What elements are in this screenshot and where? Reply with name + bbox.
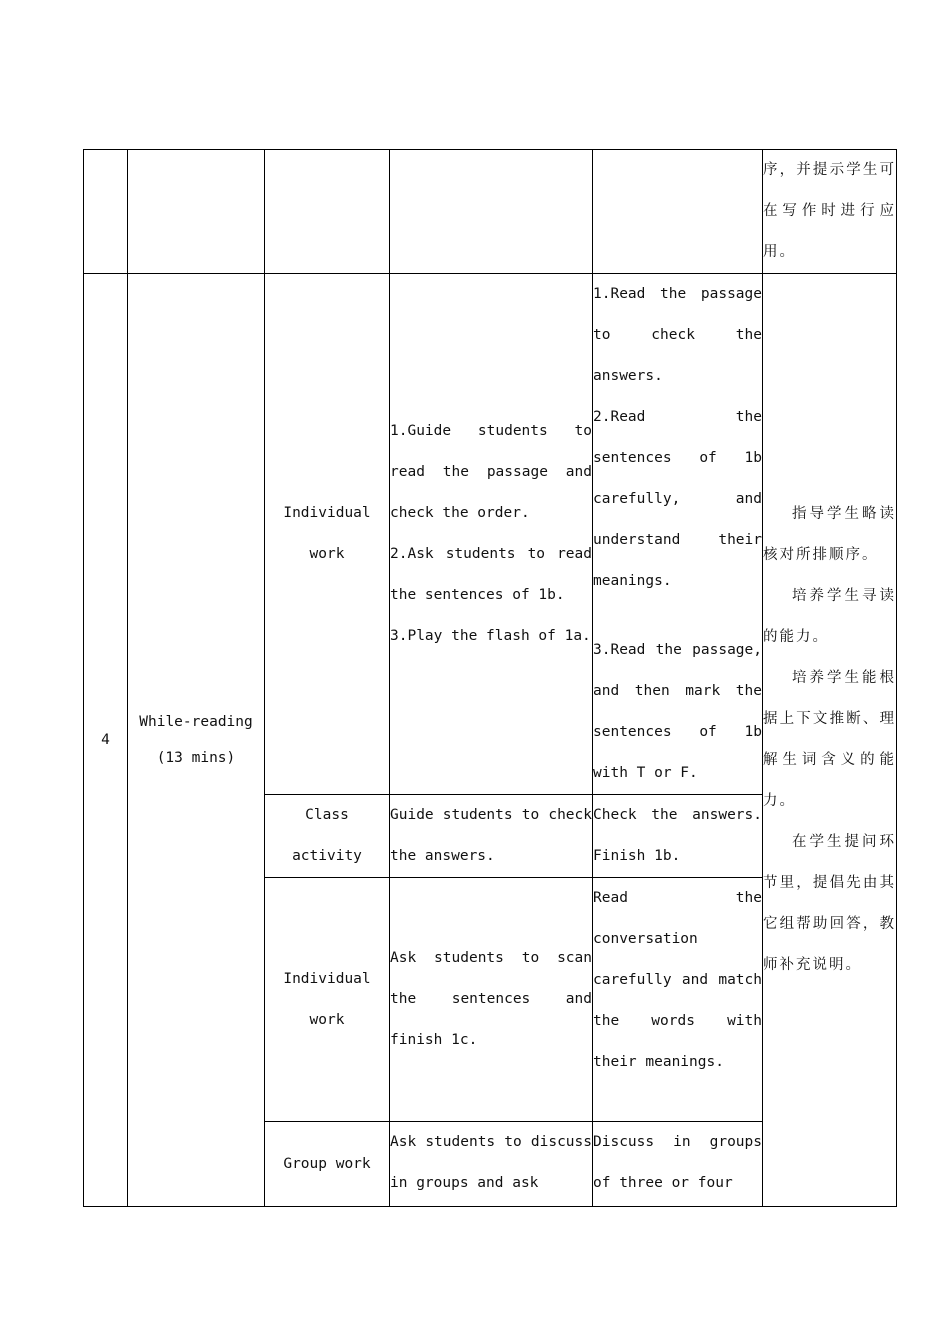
teacher-activity-text: Ask students to discuss in groups and ask (390, 1134, 592, 1191)
student-activity-text: Discuss in groups of three or four (593, 1134, 762, 1191)
cell-empty (593, 150, 763, 274)
student-activity-text: Check the answers. Finish 1b. (593, 807, 762, 864)
design-note-text: 培养学生寻读的能力。 (763, 588, 896, 645)
student-activity-text: 1.Read the passage to check the answers. (593, 286, 762, 384)
stage-name: While-reading (139, 714, 253, 730)
teacher-activity-text: 2.Ask students to read the sentences of 1b. (390, 546, 592, 603)
stage-cell (128, 274, 265, 1207)
student-activity-cell (593, 1122, 763, 1207)
activity-mode: Individual work (283, 505, 371, 562)
student-activity-text: 2.Read the sentences of 1b carefully, and understand their meanings. (593, 409, 762, 589)
teacher-activity-text: Ask students to scan the sentences and finish 1c. (390, 950, 592, 1048)
activity-mode-cell (265, 1122, 390, 1207)
table-row (84, 274, 897, 795)
activity-mode-cell (265, 878, 390, 1122)
teacher-activity-cell (390, 795, 593, 878)
cell-empty (84, 150, 128, 274)
step-number-cell (84, 274, 128, 1207)
cell-empty (128, 150, 265, 274)
stage-time: (13 mins) (156, 750, 236, 766)
student-activity-cell (593, 274, 763, 795)
teacher-activity-cell (390, 878, 593, 1122)
teacher-activity-text: Guide students to check the answers. (390, 807, 592, 864)
student-activity-cell (593, 795, 763, 878)
step-number: 4 (101, 731, 110, 748)
teacher-activity-text: 3.Play the flash of 1a. (390, 628, 591, 644)
teacher-activity-cell (390, 1122, 593, 1207)
student-activity-text: Read the conversation carefully and match the words with their meanings. (593, 890, 762, 1070)
design-note-cell (763, 274, 897, 1207)
activity-mode-cell (265, 795, 390, 878)
activity-mode: Class activity (292, 807, 362, 864)
student-activity-cell (593, 878, 763, 1122)
design-note-text: 序，并提示学生可在写作时进行应用。 (763, 162, 896, 260)
table-row (84, 150, 897, 274)
lesson-plan-table (83, 149, 897, 1207)
cell-empty (265, 150, 390, 274)
design-note-cell (763, 150, 897, 274)
activity-mode-cell (265, 274, 390, 795)
teacher-activity-text: 1.Guide students to read the passage and check the order. (390, 423, 592, 521)
activity-mode: Individual work (283, 970, 371, 1028)
student-activity-text: 3.Read the passage, and then mark the sentences of 1b with T or F. (593, 642, 762, 781)
activity-mode: Group work (283, 1155, 371, 1172)
design-note-text: 培养学生能根据上下文推断、理解生词含义的能力。 (763, 670, 896, 809)
teacher-activity-cell (390, 274, 593, 795)
design-note-text: 在学生提问环节里，提倡先由其它组帮助回答，教师补充说明。 (763, 834, 896, 973)
cell-empty (390, 150, 593, 274)
design-note-text: 指导学生略读核对所排顺序。 (763, 506, 896, 563)
